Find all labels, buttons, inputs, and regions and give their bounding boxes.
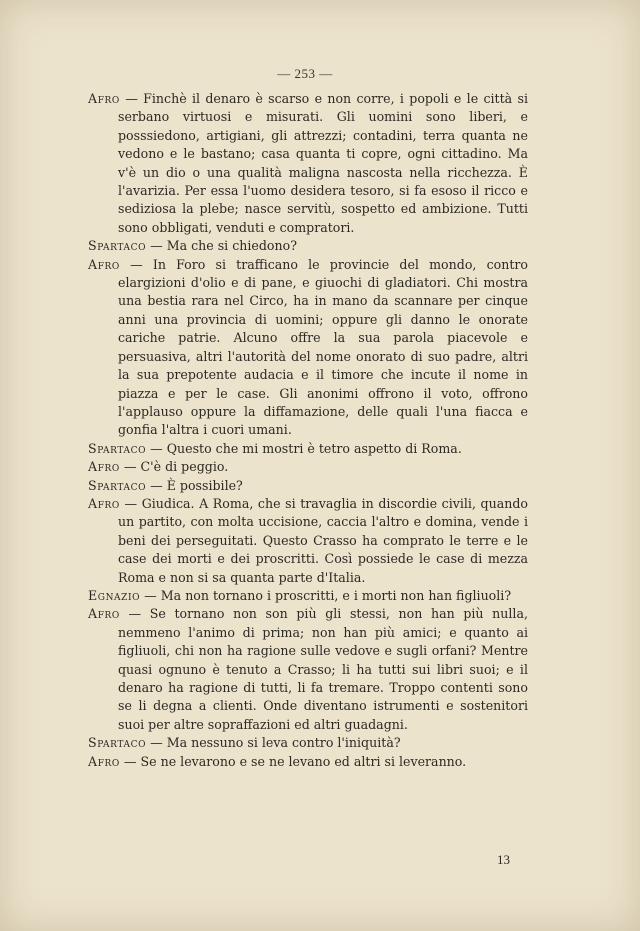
speech-5 <box>88 458 528 476</box>
speaker-name: Spartaco <box>88 238 147 254</box>
speech-text: È possibile? <box>166 477 243 493</box>
speech-9 <box>88 605 528 734</box>
speech-text: Ma non tornano i proscritti, e i morti non han figliuoli? <box>160 587 512 603</box>
dash: — <box>128 606 142 622</box>
speech-3 <box>88 256 528 440</box>
speaker-name: Spartaco <box>88 440 147 456</box>
dash: — <box>150 440 163 456</box>
page-number: — 253 — <box>277 66 333 81</box>
speech-text: C'è di peggio. <box>140 459 229 475</box>
speech-text: Questo che mi mostri è tetro aspetto di Roma. <box>166 440 462 456</box>
speaker-name: Spartaco <box>88 735 147 751</box>
speaker-name: Afro <box>88 91 120 106</box>
speaker-name: Spartaco <box>88 477 147 493</box>
dash: — <box>130 256 143 272</box>
speech-text: Ma che si chiedono? <box>166 238 297 254</box>
dash: — <box>125 91 138 106</box>
speech-text: Giudica. A Roma, che si travaglia in discordie civili, quando un partito, con molta uccisione, caccia l'altro e domina, vende i beni dei perseguitati. Questo Crasso ha comprato le terre e le case dei morti e dei proscritti. Così possiede le case di mezza Roma e non si sa quanta parte d'Italia. <box>118 495 528 585</box>
speech-8 <box>88 587 528 605</box>
speech-7 <box>88 495 528 587</box>
dash: — <box>150 735 163 751</box>
speech-text: Se ne levarono e se ne levano ed altri si leveranno. <box>140 753 467 769</box>
speech-6 <box>88 477 528 495</box>
dash: — <box>123 753 137 769</box>
speaker-name: Egnazio <box>88 587 141 603</box>
dash: — <box>123 459 137 475</box>
speech-2 <box>88 237 528 255</box>
speaker-name: Afro <box>88 753 120 769</box>
speech-text: In Foro si trafficano le provincie del mondo, contro elargizioni d'olio e di pane, e giuochi di gladiatori. Chi mostra una bestia rara nel Circo, ha in mano da scannare per cinque anni una provincia di uomini; oppure gli danno le onorate cariche patrie. Alcuno offre la sua parola piacevole e persuasiva, altri l'autorità del nome onorato di suo padre, altri la sua prepotente audacia e il timore che incute il nome in piazza e per le case. Gli anonimi offrono il voto, offrono l'applauso oppure la diffamazione, delle quali l'una fiacca e gonfia l'altra i cuori umani. <box>118 256 528 438</box>
speech-text: Finchè il denaro è scarso e non corre, i popoli e le città si serbano virtuosi e misurati. Gli uomini sono liberi, e posssiedono, artigiani, gli attrezzi; contadini, terra quanta ne vedono e le bastano; casa quanta ti copre, ogni cittadino. Ma v'è un dio o una qualità maligna nascosta nella ricchezza. È l'avarizia. Per essa l'uomo desidera tesoro, si fa esoso il ricco e sediziosa la plebe; nasce servitù, sospetto ed ambizione. Tutti sono obbligati, venduti e compratori. <box>118 91 528 235</box>
speech-text: Se tornano non son più gli stessi, non han più nulla, nemmeno l'animo di prima; non han più amici; e quanto ai figliuoli, chi non ha ragione sulle vedove e sugli orfani? Mentre quasi ognuno è tenuto a Crasso; li ha tutti sui libri suoi; e il denaro ha ragione di tutti, li fa tremare. Troppo contenti sono se li degna a clienti. Onde diventano istrumenti e sostenitori suoi per altre sopraffazioni ed altri guadagni. <box>118 606 528 732</box>
speaker-name: Afro <box>88 256 120 272</box>
dash: — <box>150 238 163 254</box>
signature-number: 13 <box>497 852 510 867</box>
dash: — <box>124 495 138 511</box>
dash: — <box>144 587 157 603</box>
speech-4 <box>88 440 528 458</box>
speaker-name: Afro <box>88 495 120 511</box>
dash: — <box>150 477 163 493</box>
speech-text: Ma nessuno si leva contro l'iniquità? <box>166 735 401 751</box>
speech-11 <box>88 753 528 771</box>
speech-1 <box>88 90 528 237</box>
dialogue-text <box>88 90 528 771</box>
speaker-name: Afro <box>88 459 120 475</box>
speaker-name: Afro <box>88 606 120 622</box>
speech-10 <box>88 734 528 752</box>
